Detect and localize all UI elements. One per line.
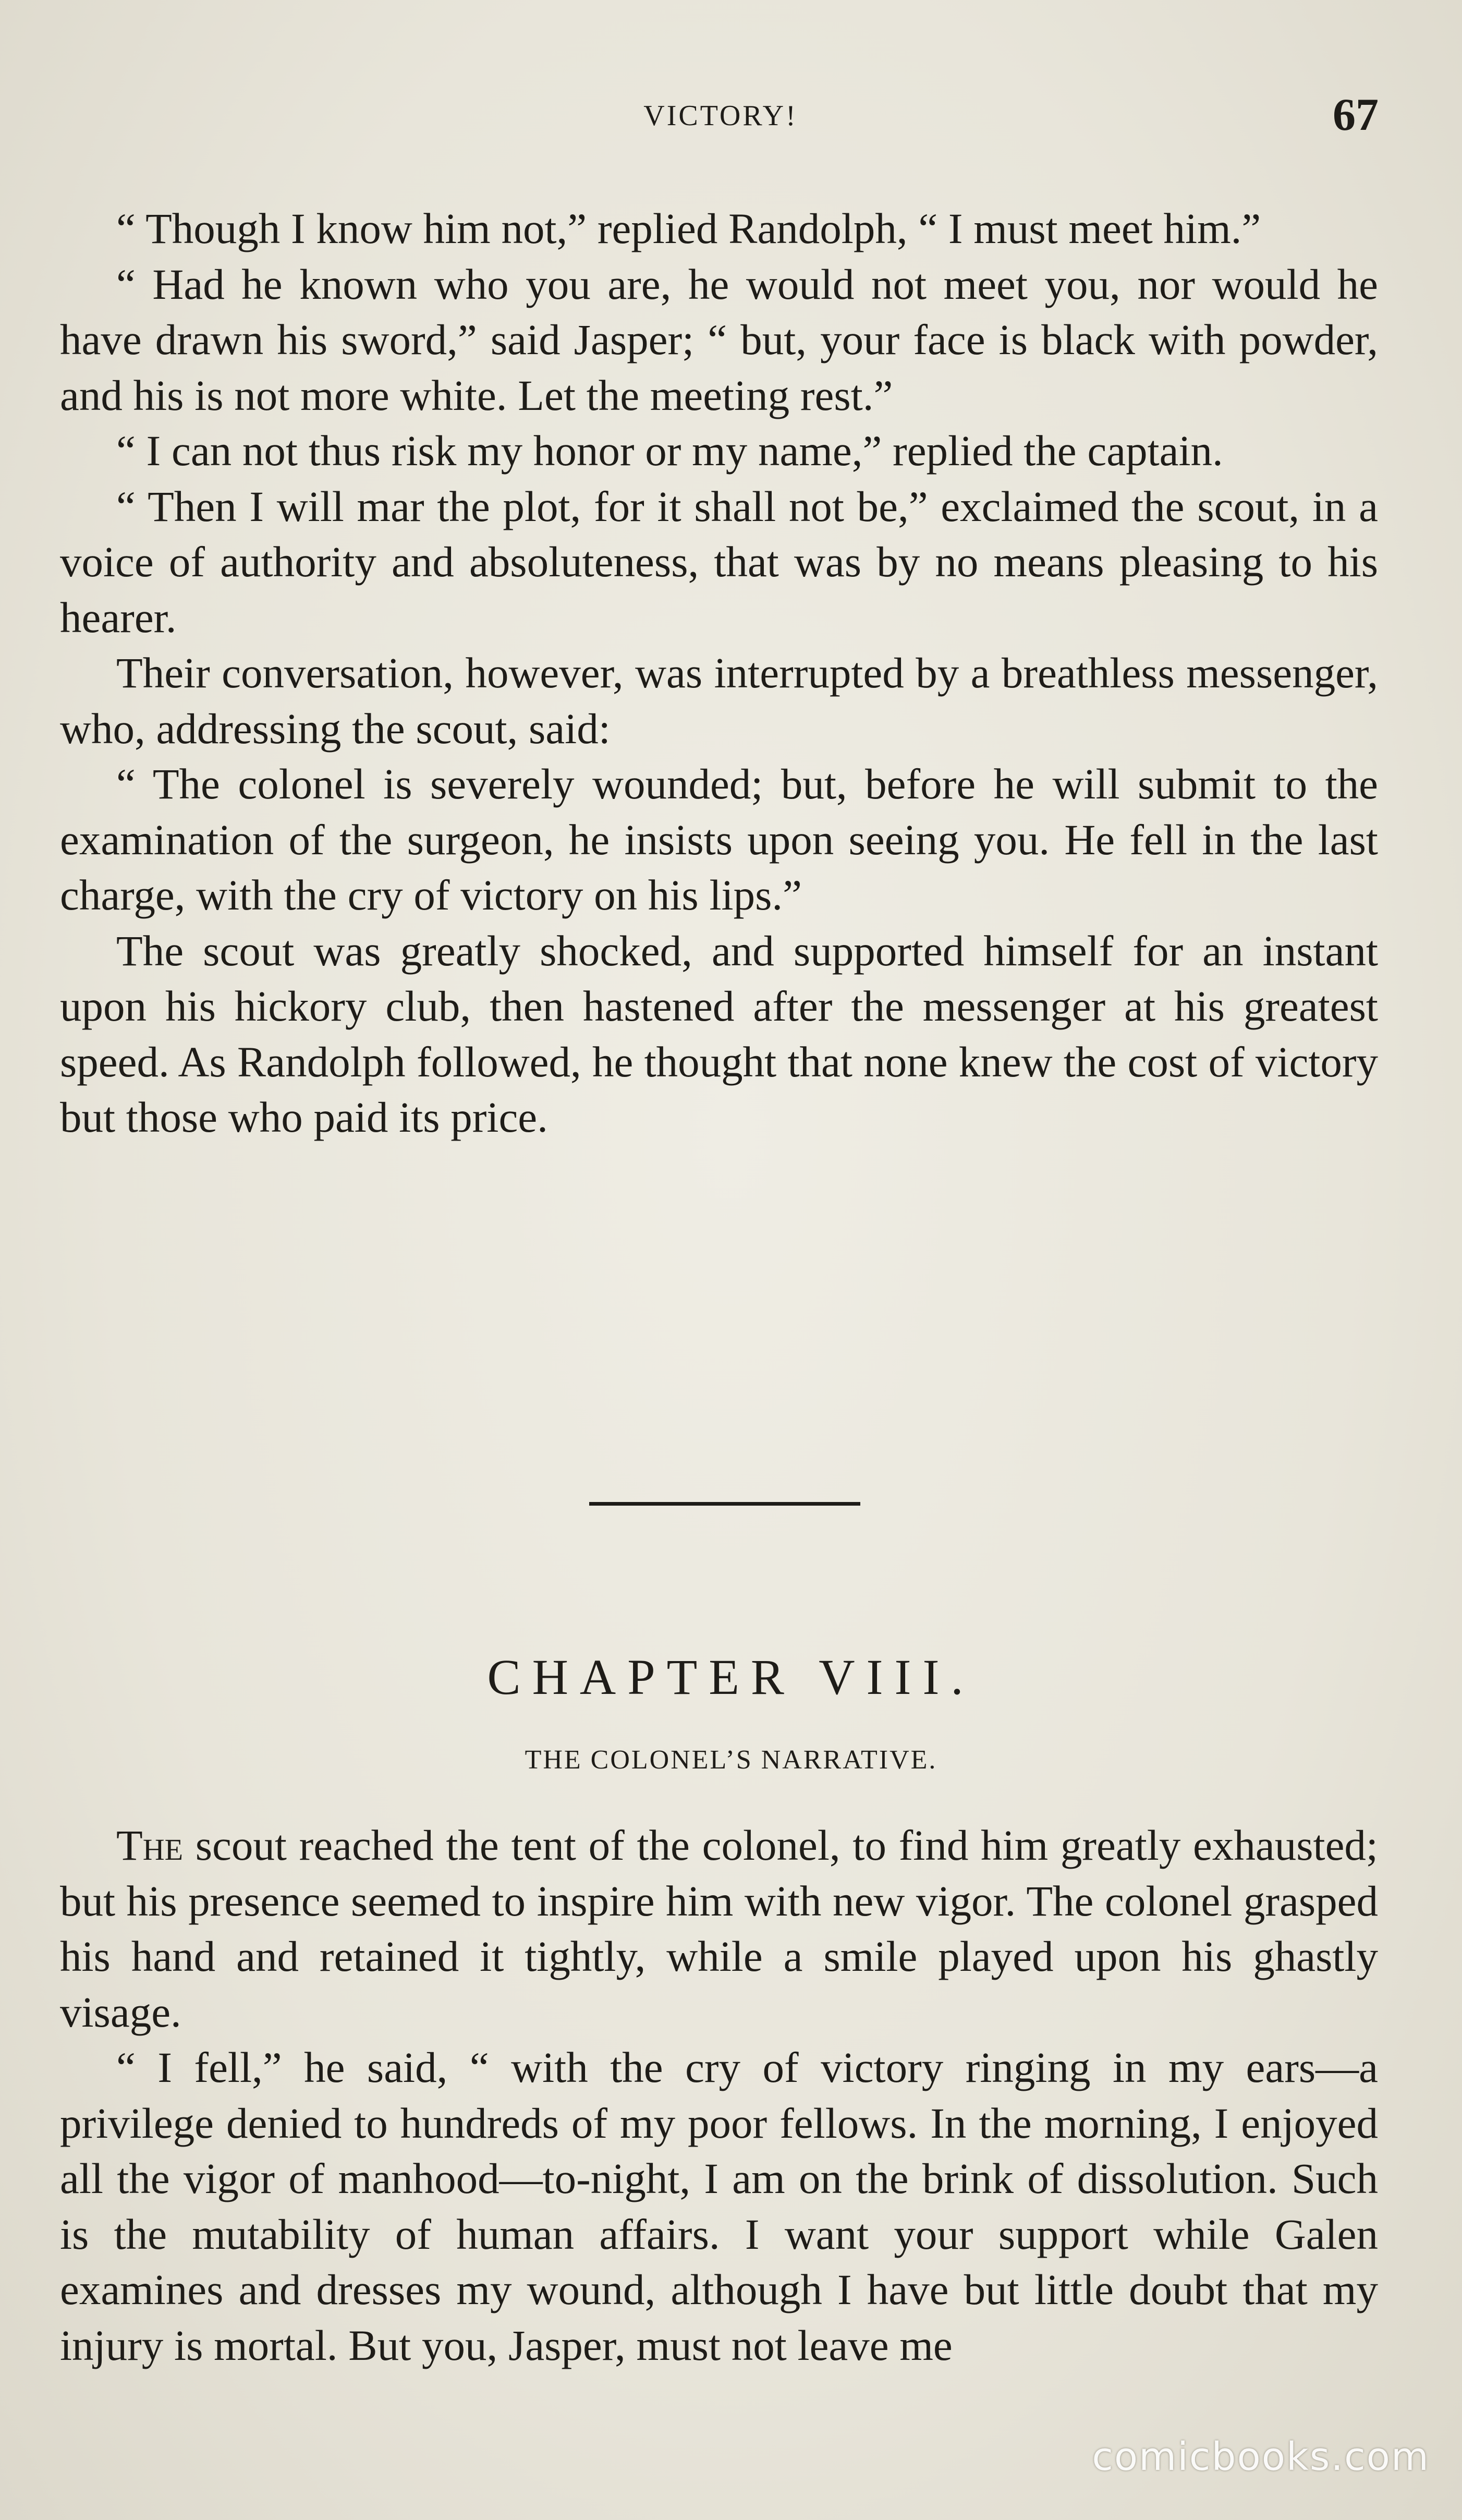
paragraph: “ Then I will mar the plot, for it shall not be,” exclaimed the scout, in a voice of authority and absoluteness, that was by no means pleasing to his hearer. (60, 482, 1378, 641)
page-number: 67 (1333, 90, 1379, 140)
section-divider (589, 1502, 860, 1506)
drop-lead-word: The (116, 1821, 184, 1869)
chapter-title: CHAPTER VIII. (487, 1649, 975, 1705)
chapter-subtitle: THE COLONEL’S NARRATIVE. (525, 1745, 937, 1775)
paragraph-text: “ I fell,” he said, “ with the cry of victory ringing in my ears—a privilege denied to hundreds of my poor fellows. In the morning, I enjoyed all the vigor of manhood—to-night, I am on the brink of dissolution. Such is the mutability of human affairs. I want your support while Galen examines and dresses my wound, although I have but little doubt that my injury is mortal. But you, Jasper, must not leave me (60, 2043, 1378, 2369)
paragraph: “ The colonel is severely wounded; but, before he will submit to the examination of the surgeon, he insists upon seeing you. He fell in the last charge, with the cry of victory on his lips.” (60, 760, 1378, 919)
text-block-top (60, 201, 1378, 1145)
text-block-bottom (60, 1818, 1378, 2373)
paragraph-text: scout reached the tent of the colonel, to find him greatly exhausted; but his presence seemed to inspire him with new vigor. The colonel grasped his hand and retained it tightly, while a smile played upon his ghastly visage. (60, 1821, 1378, 2036)
paragraph: Their conversation, however, was interrupted by a breathless messenger, who, addressing the scout, said: (60, 649, 1378, 753)
paragraph: The scout was greatly shocked, and supported himself for an instant upon his hickory club, then hastened after the messenger at his greatest speed. As Randolph followed, he thought that none knew the cost of victory but those who paid its price. (60, 926, 1378, 1141)
paragraph (60, 1818, 1378, 2040)
watermark: comicbooks.com (1092, 2434, 1430, 2479)
paragraph: “ Had he known who you are, he would not meet you, nor would he have drawn his sword,” said Jasper; “ but, your face is black with powder, and his is not more white. Let the meeting rest.” (60, 260, 1378, 419)
running-head: VICTORY! (643, 100, 798, 132)
paragraph (60, 2040, 1378, 2373)
paragraph: “ Though I know him not,” replied Randolph, “ I must meet him.” (116, 204, 1261, 252)
paragraph: “ I can not thus risk my honor or my name,” replied the captain. (116, 427, 1223, 475)
page-header (63, 89, 1379, 146)
